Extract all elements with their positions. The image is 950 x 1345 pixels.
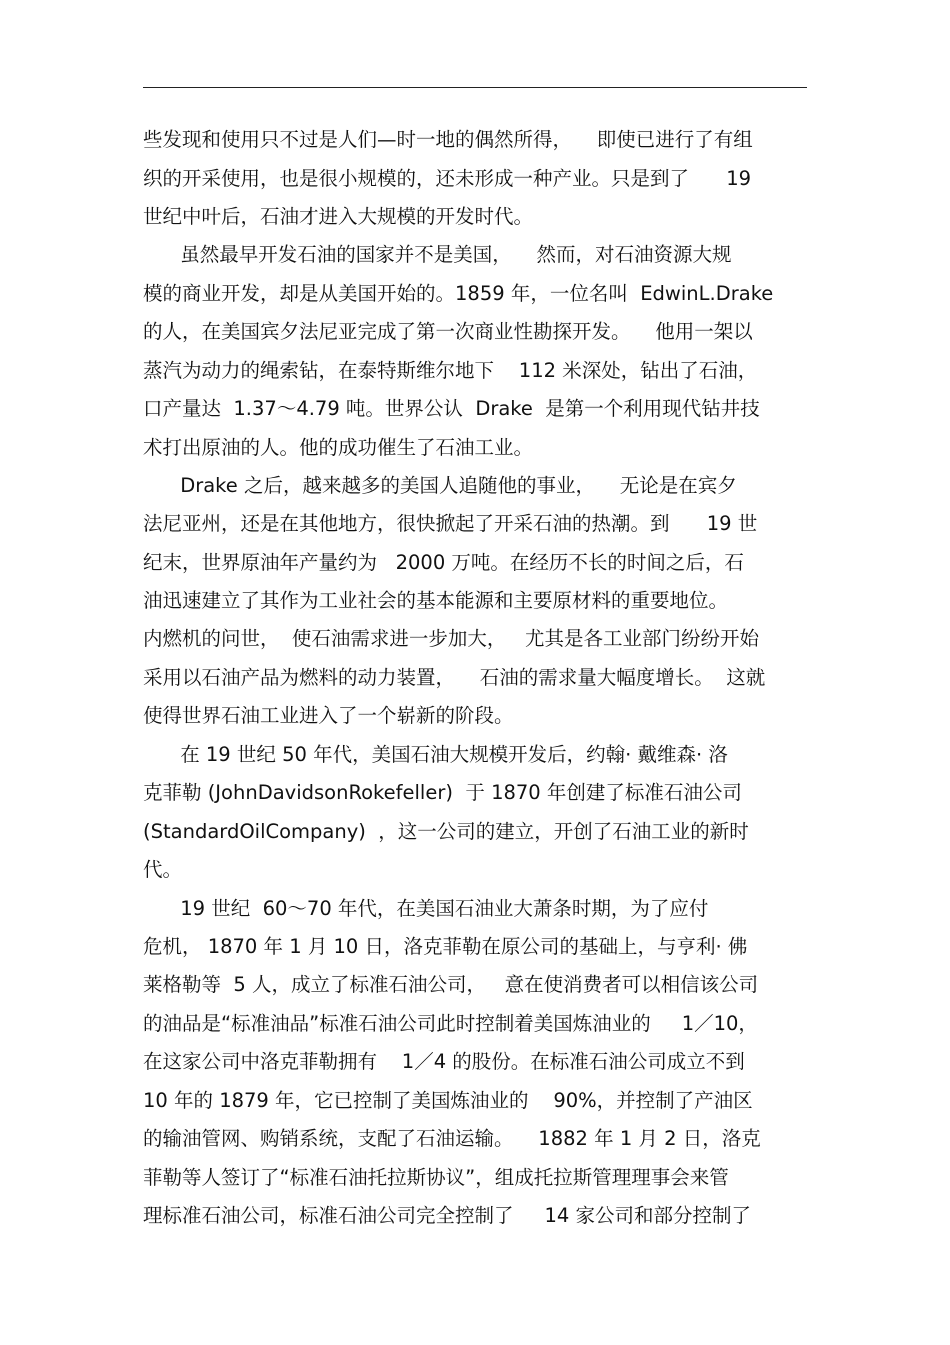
- text-line: 模的商业开发，却是从美国开始的。1859 年，一位名叫 EdwinL.Drake: [143, 282, 774, 305]
- text-line: 菲勒等人签订了“标准石油托拉斯协议”，组成托拉斯管理理事会来管: [143, 1166, 729, 1189]
- text-line: 口产量达 1.37～4.79 吨。世界公认 Drake 是第一个利用现代钻井技: [143, 397, 760, 420]
- text-line: 内燃机的问世， 使石油需求进一步加大， 尤其是各工业部门纷纷开始: [143, 627, 759, 650]
- text-line: 在 19 世纪 50 年代，美国石油大规模开发后，约翰· 戴维森· 洛: [143, 743, 728, 766]
- text-line: 在这家公司中洛克菲勒拥有 1／4 的股份。在标准石油公司成立不到: [143, 1050, 745, 1073]
- text-line: 些发现和使用只不过是人们—时一地的偶然所得， 即使已进行了有组: [143, 128, 753, 151]
- text-line: (StandardOilCompany) ，这一公司的建立，开创了石油工业的新时: [143, 820, 749, 843]
- text-line: 的人，在美国宾夕法尼亚完成了第一次商业性勘探开发。 他用一架以: [143, 320, 753, 343]
- text-line: Drake 之后，越来越多的美国人追随他的事业， 无论是在宾夕: [143, 474, 737, 497]
- text-line: 纪末，世界原油年产量约为 2000 万吨。在经历不长的时间之后，石: [143, 551, 744, 574]
- text-line: 莱格勒等 5 人，成立了标准石油公司， 意在使消费者可以相信该公司: [143, 973, 759, 996]
- text-line: 法尼亚州，还是在其他地方，很快掀起了开采石油的热潮。到 19 世: [143, 512, 758, 535]
- text-line: 虽然最早开发石油的国家并不是美国， 然而，对石油资源大规: [143, 243, 732, 266]
- text-line: 19 世纪 60～70 年代，在美国石油业大萧条时期，为了应付: [143, 897, 709, 920]
- text-line: 油迅速建立了其作为工业社会的基本能源和主要原材料的重要地位。: [143, 589, 729, 612]
- text-line: 的输油管网、购销系统，支配了石油运输。 1882 年 1 月 2 日，洛克: [143, 1127, 761, 1150]
- text-line: 危机， 1870 年 1 月 10 日，洛克菲勒在原公司的基础上，与亨利· 佛: [143, 935, 748, 958]
- text-line: 使得世界石油工业进入了一个崭新的阶段。: [143, 704, 514, 727]
- text-line: 织的开采使用，也是很小规模的，还未形成一种产业。只是到了 19: [143, 167, 752, 190]
- text-line: 蒸汽为动力的绳索钻，在泰特斯维尔地下 112 米深处，钻出了石油，: [143, 359, 758, 382]
- text-line: 的油品是“标准油品”标准石油公司此时控制着美国炼油业的 1／10，: [143, 1012, 758, 1035]
- text-line: 术打出原油的人。他的成功催生了石油工业。: [143, 436, 534, 459]
- text-line: 采用以石油产品为燃料的动力装置， 石油的需求量大幅度增长。 这就: [143, 666, 766, 689]
- header-rule: [143, 87, 807, 88]
- text-line: 世纪中叶后，石油才进入大规模的开发时代。: [143, 205, 534, 228]
- text-line: 理标准石油公司，标准石油公司完全控制了 14 家公司和部分控制了: [143, 1204, 752, 1227]
- text-line: 代。: [143, 858, 183, 881]
- text-line: 克菲勒 (JohnDavidsonRokefeller) 于 1870 年创建了标准石油公司: [143, 781, 742, 804]
- text-line: 10 年的 1879 年，它已控制了美国炼油业的 90%，并控制了产油区: [143, 1089, 753, 1112]
